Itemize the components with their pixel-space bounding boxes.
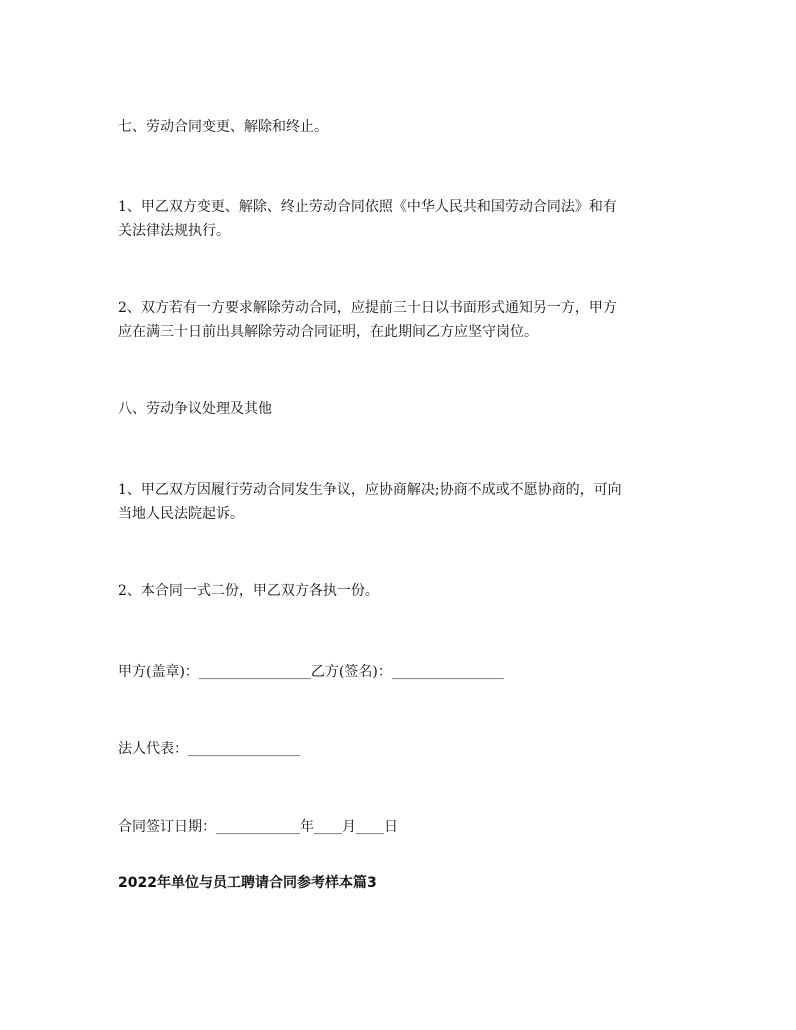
section-8-heading: 八、劳动争议处理及其他 xyxy=(118,401,272,417)
signature-line: 甲方(盖章)：________________乙方(签名)：________________ xyxy=(118,664,504,680)
section-8-item-1-line-1: 1、甲乙双方因履行劳动合同发生争议，应协商解决;协商不成或不愿协商的，可向 xyxy=(118,482,622,498)
section-7-heading: 七、劳动合同变更、解除和终止。 xyxy=(118,119,328,135)
section-7-item-1-line-2: 关法律法规执行。 xyxy=(118,223,230,239)
next-section-title: 2022年单位与员工聘请合同参考样本篇3 xyxy=(118,875,377,891)
section-8-item-1-line-2: 当地人民法院起诉。 xyxy=(118,506,244,522)
legal-representative-line: 法人代表：________________ xyxy=(118,741,300,757)
section-8-item-2: 2、本合同一式二份，甲乙双方各执一份。 xyxy=(118,583,379,599)
section-7-item-1-line-1: 1、甲乙双方变更、解除、终止劳动合同依照《中华人民共和国劳动合同法》和有 xyxy=(118,199,617,215)
contract-signing-date-line: 合同签订日期：____________年____月____日 xyxy=(118,819,398,835)
section-7-item-2-line-2: 应在满三十日前出具解除劳动合同证明，在此期间乙方应坚守岗位。 xyxy=(118,324,538,340)
section-7-item-2-line-1: 2、双方若有一方要求解除劳动合同，应提前三十日以书面形式通知另一方，甲方 xyxy=(118,300,617,316)
